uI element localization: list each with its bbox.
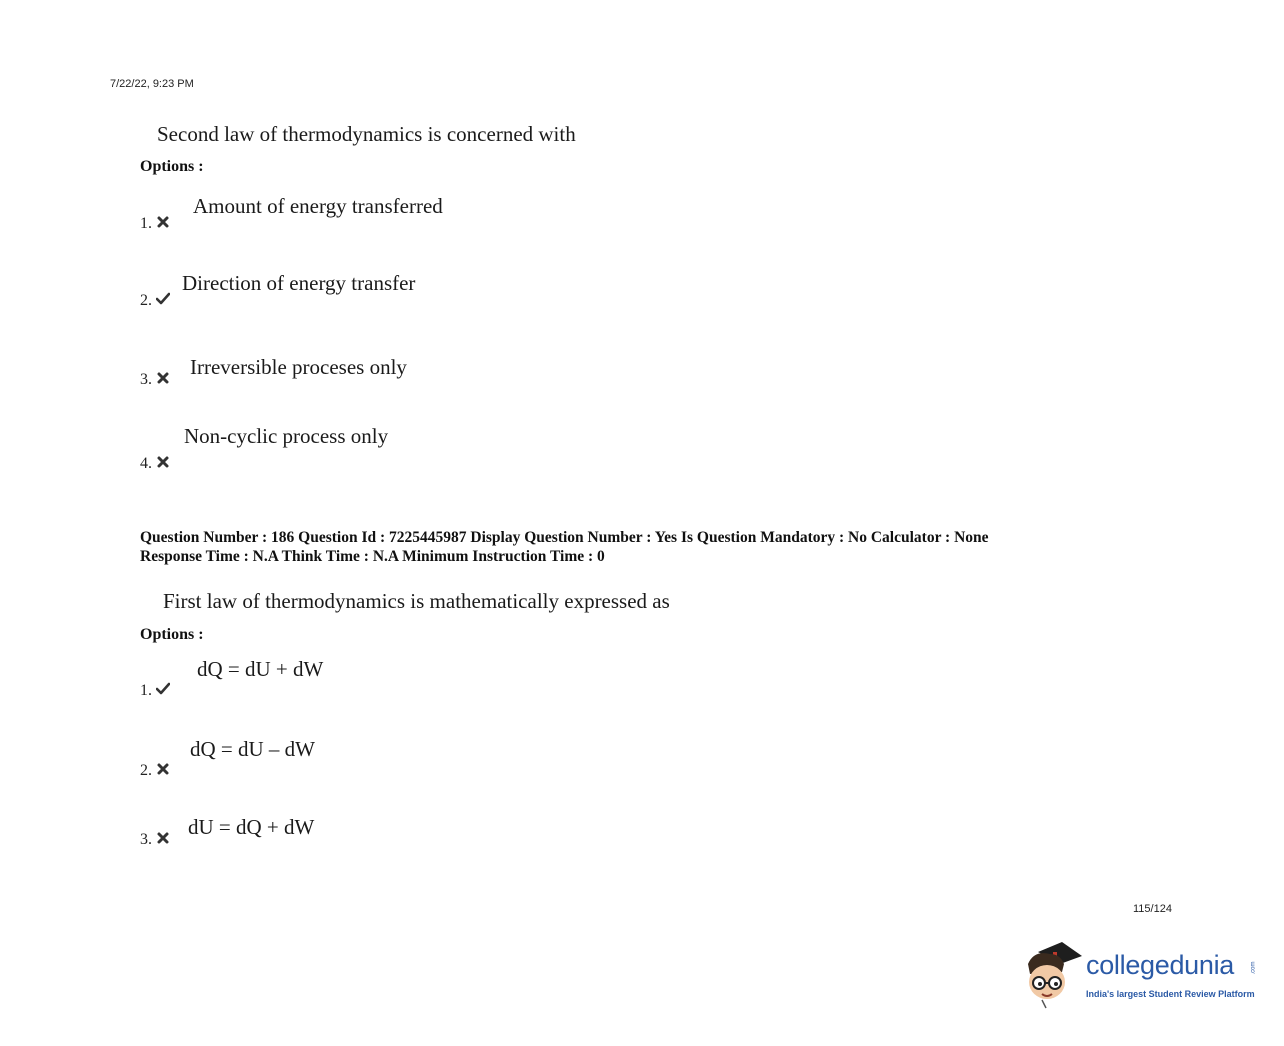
q1-option-2-text: Direction of energy transfer [182,271,416,295]
q1-option-3-text: Irreversible proceses only [190,355,407,379]
question-2-options-label: Options : [140,626,204,643]
cross-icon [156,455,170,469]
q2-option-3 [140,831,170,849]
q2-option-3-text: dU = dQ + dW [188,815,315,839]
logo-wordmark: collegedunia [1086,950,1235,980]
logo-suffix: .com [1250,961,1257,975]
q2-option-1-number: 1. [140,682,152,699]
question-1-options-label: Options : [140,158,204,175]
q1-option-4 [140,455,170,473]
question-2-meta-line-2: Response Time : N.A Think Time : N.A Minimum Instruction Time : 0 [140,548,605,565]
cross-icon [156,762,170,776]
q1-option-2-number: 2. [140,292,152,309]
q1-option-2 [140,292,170,310]
q2-option-2-number: 2. [140,762,152,779]
check-icon [156,292,170,306]
q2-option-2 [140,762,170,780]
q1-option-1-text: Amount of energy transferred [193,194,443,218]
check-icon [156,682,170,696]
q2-option-1-text: dQ = dU + dW [197,657,324,681]
collegedunia-logo [1020,938,1260,1010]
q1-option-1-number: 1. [140,215,152,232]
question-1-text: Second law of thermodynamics is concerned with [157,122,576,146]
cross-icon [156,215,170,229]
q2-option-2-text: dQ = dU – dW [190,737,315,761]
cross-icon [156,831,170,845]
question-2-text: First law of thermodynamics is mathematically expressed as [163,589,670,613]
q2-option-1 [140,682,170,700]
q1-option-4-text: Non-cyclic process only [184,424,389,448]
page-number: 115/124 [1133,903,1172,915]
q1-option-3 [140,371,170,389]
q2-option-3-number: 3. [140,831,152,848]
cross-icon [156,371,170,385]
mascot-icon [1020,938,1084,1010]
logo-tagline: India's largest Student Review Platform [1086,989,1255,999]
q1-option-1 [140,215,170,233]
q1-option-4-number: 4. [140,455,152,472]
q1-option-3-number: 3. [140,371,152,388]
print-timestamp: 7/22/22, 9:23 PM [110,78,194,90]
question-2-meta-line-1: Question Number : 186 Question Id : 7225445987 Display Question Number : Yes Is Question Mandatory : No Calculator : None [140,529,989,546]
